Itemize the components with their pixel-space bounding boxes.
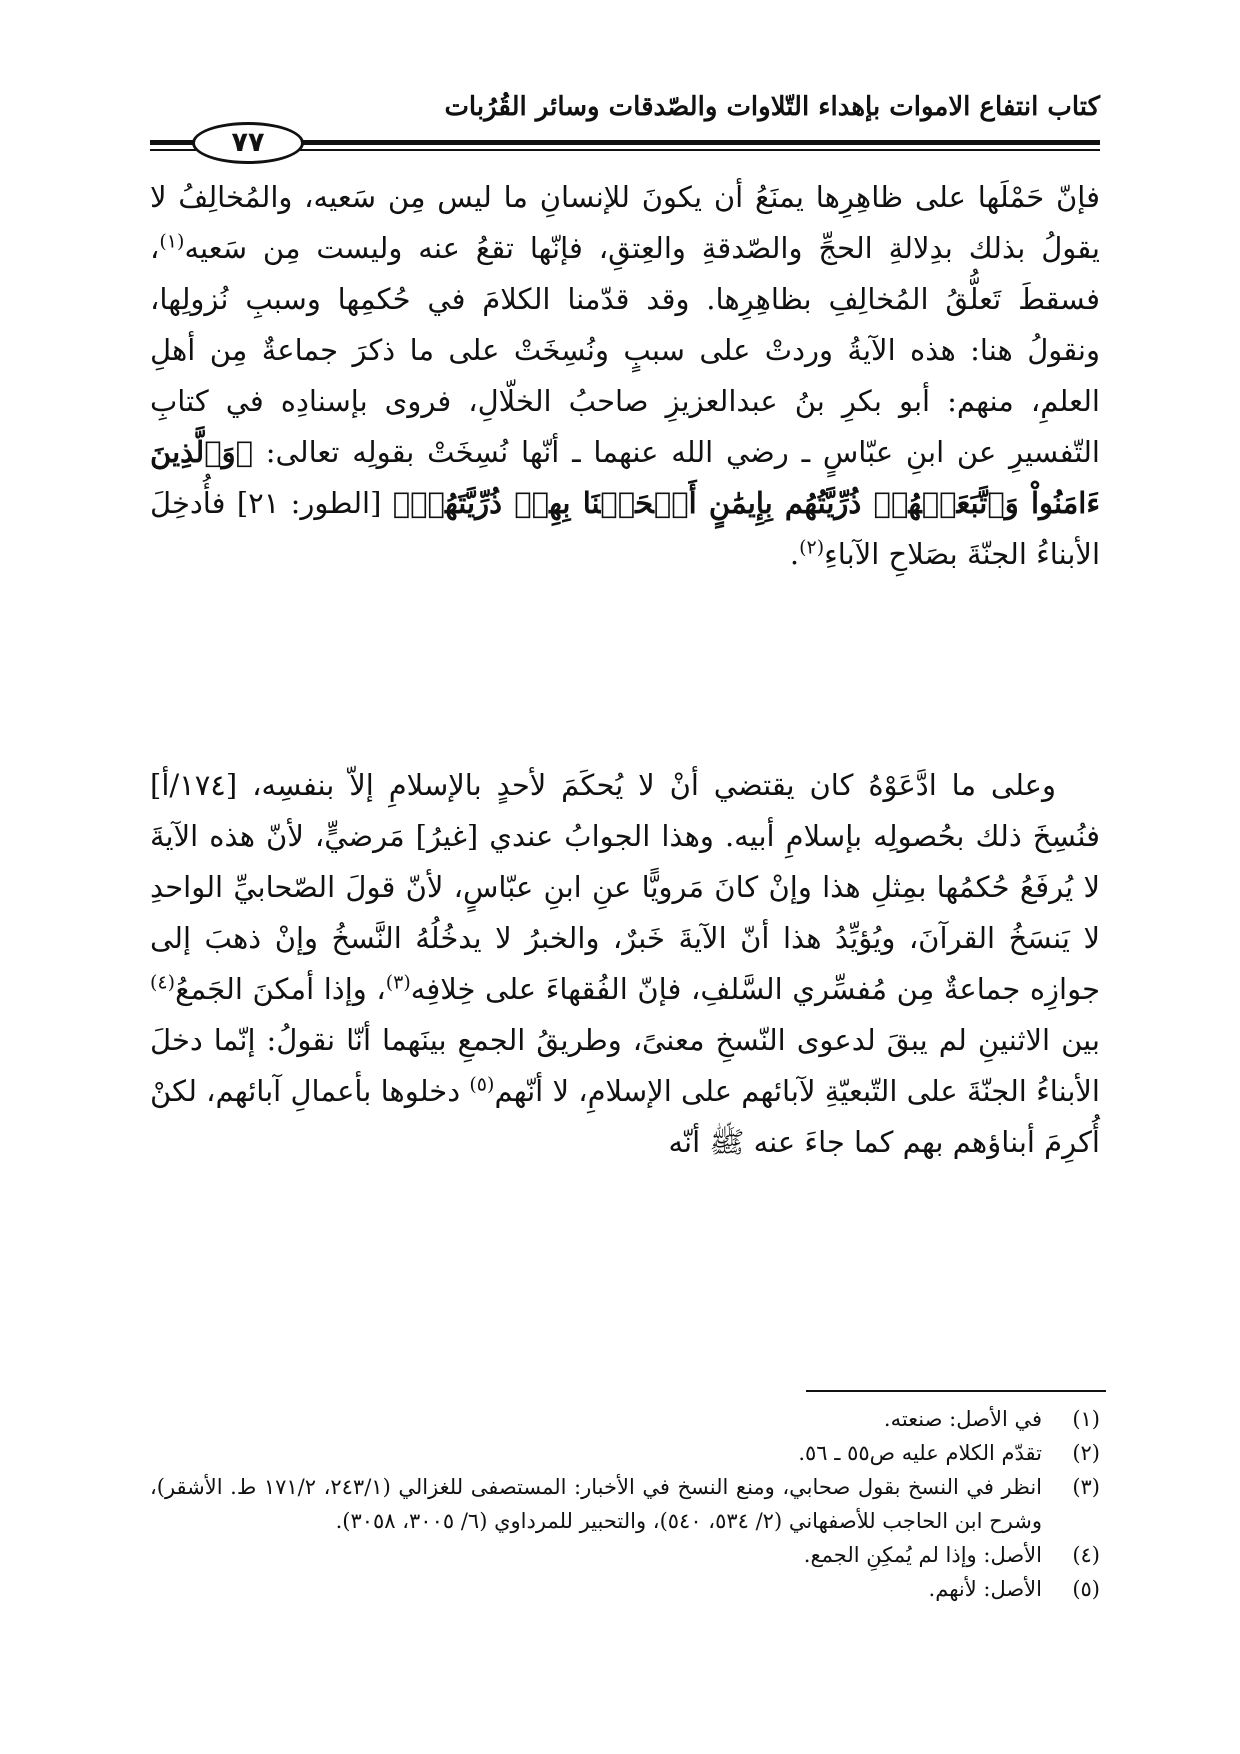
footnote-3 bbox=[150, 1470, 1100, 1538]
paragraph-text: [الطور: ٢١] فأُدخِلَ الأبناءُ الجنّةَ بصَلاحِ الآباءِ bbox=[150, 486, 1100, 571]
body-paragraph-1 bbox=[150, 172, 1100, 580]
paragraph-text: وعلى ما ادَّعَوْهُ كان يقتضي أنْ لا يُحكَمَ لأحدٍ بالإسلامِ إلاّ بنفسِه، [١٧٤/أ] فنُسِخَ ذلك بحُصولِه بإسلامِ أبيه. وهذا الجوابُ عندي [غيرُ] مَرضيٍّ، لأنّ هذه الآيةَ لا يُرفَعُ حُكمُها بمِثلِ هذا وإنْ كانَ مَرويًّا عنِ ابنِ عبّاسٍ، لأنّ قولَ الصّحابيِّ الواحدِ لا يَنسَخُ القرآنَ، ويُؤيِّدُ هذا أنّ الآيةَ خَبرٌ، والخبرُ لا يدخُلُهُ النَّسخُ وإنْ ذهبَ إلى جوازِه جماعةٌ مِن مُفسِّري السَّلفِ، فإنّ الفُقهاءَ على خِلافِه bbox=[150, 768, 1100, 1006]
running-title: كتاب انتفاع الاموات بإهداء التّلاوات والصّدقات وسائر القُرُبات bbox=[444, 92, 1100, 122]
paragraph-text: فإنّ حَمْلَها على ظاهِرِها يمنَعُ أن يكونَ للإنسانِ ما ليس مِن سَعيه، والمُخالِفُ لا يقولُ بذلك بدِلالةِ الحجِّ والصّدقةِ والعِتقِ، فإنّها تقعُ عنه وليست مِن سَعيه bbox=[150, 180, 1100, 265]
footnote-number: (٥) bbox=[1072, 1577, 1100, 1601]
footnotes bbox=[150, 1402, 1100, 1606]
footnote-ref-3[interactable]: (٣) bbox=[385, 971, 411, 994]
footnote-text: تقدّم الكلام عليه ص٥٥ ـ ٥٦. bbox=[798, 1441, 1042, 1465]
footnote-text: انظر في النسخ بقول صحابي، ومنع النسخ في الأخبار: المستصفى للغزالي (٢٤٣/١، ١٧١/٢ ط. الأشقر)، وشرح ابن الحاجب للأصفهاني (٢/ ٥٣٤، ٥٤٠)، والتحبير للمرداوي (٦/ ٣٠٠٥، ٣٠٥٨). bbox=[150, 1475, 1042, 1533]
footnote-text: الأصل: وإذا لم يُمكِنِ الجمع. bbox=[803, 1543, 1042, 1567]
footnote-number: (٣) bbox=[1072, 1475, 1100, 1499]
footnote-1 bbox=[150, 1402, 1100, 1436]
paragraph-text: دخلوها بأعمالِ آبائهم، لكنْ أُكرِمَ أبناؤهم بهم كما جاءَ عنه ﷺ أنّه bbox=[150, 1074, 1100, 1159]
footnote-5 bbox=[150, 1572, 1100, 1606]
paragraph-text: ، وإذا أمكنَ الجَمعُ bbox=[175, 972, 386, 1006]
footnote-number: (١) bbox=[1072, 1407, 1100, 1431]
paragraph-text: بين الاثنينِ لم يبقَ لدعوى النّسخِ معنىً، وطريقُ الجمعِ بينَهما أنّا نقولُ: إنّما دخلَ الأبناءُ الجنّةَ على التّبعيّةِ لآبائهم على الإسلامِ، لا أنّهم bbox=[150, 1023, 1100, 1108]
footnote-ref-1[interactable]: (١) bbox=[159, 230, 185, 253]
footnote-number: (٢) bbox=[1072, 1441, 1100, 1465]
footnote-4 bbox=[150, 1538, 1100, 1572]
body-paragraph-2 bbox=[150, 760, 1100, 1168]
footnote-separator bbox=[806, 1390, 1106, 1392]
paragraph-text: ، فسقطَ تَعلُّقُ المُخالِفِ بظاهِرِها. وقد قدّمنا الكلامَ في حُكمِها وسببِ نُزولِها، ونقولُ هنا: هذه الآيةُ وردتْ على سببٍ ونُسِخَتْ على ما ذكرَ جماعةٌ مِن أهلِ العلمِ، منهم: أبو بكرِ بنُ عبدالعزيزِ صاحبُ الخلّالِ، فروى بإسنادِه في كتابِ التّفسيرِ عن ابنِ عبّاسٍ ـ رضي الله عنهما ـ أنّها نُسِخَتْ بقولِه تعالى: bbox=[150, 231, 1100, 469]
quran-verse: ﴿وَٱلَّذِينَ ءَامَنُواْ وَٱتَّبَعَتۡهُمۡ ذُرِّيَّتُهُم بِإِيمَٰنٍ أَلۡحَقۡنَا بِهِمۡ ذُرِّيَّتَهُمۡ﴾ bbox=[150, 435, 1100, 520]
paragraph-text: . bbox=[789, 537, 800, 571]
footnote-number: (٤) bbox=[1072, 1543, 1100, 1567]
footnote-text: في الأصل: صنعته. bbox=[883, 1407, 1042, 1431]
footnote-ref-2[interactable]: (٢) bbox=[799, 536, 825, 559]
footnote-ref-4[interactable]: (٤) bbox=[150, 971, 176, 994]
footnote-text: الأصل: لأنهم. bbox=[928, 1577, 1042, 1601]
page-header bbox=[150, 88, 1100, 158]
footnote-2 bbox=[150, 1436, 1100, 1470]
page-number: ٧٧ bbox=[192, 122, 304, 164]
footnote-ref-5[interactable]: (٥) bbox=[469, 1073, 495, 1096]
